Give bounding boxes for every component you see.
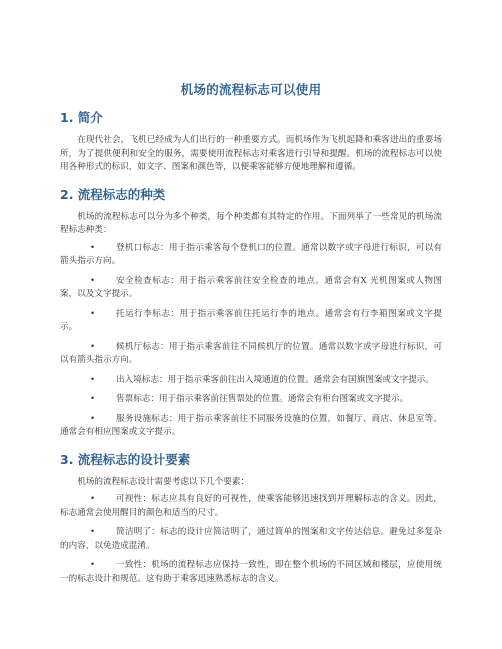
- list-item: [60, 393, 442, 407]
- section-heading: 2. 流程标志的种类: [60, 186, 166, 202]
- list-item-text: 售票标志：用于指示乘客前往售票处的位置。通常会有柜台图案或文字提示。: [116, 394, 409, 404]
- list-item: [60, 341, 442, 368]
- list-item-text: 一致性：机场的流程标志应保持一致性，即在整个机场的不同区域和楼层，应使用统一的标志设计和规范。这有助于乘客迅速熟悉标志的含义。: [60, 560, 442, 584]
- list-item-text: 安全检查标志：用于指示乘客前往安全检查的地点。通常会有X 光机图案或人物图案，以及文字提示。: [60, 275, 442, 299]
- bullet-icon: •: [90, 413, 96, 424]
- bullet-icon: •: [90, 394, 96, 404]
- section-design-elements: [60, 450, 442, 587]
- document-page: [60, 80, 442, 592]
- bullet-icon: •: [90, 275, 96, 286]
- list-item: [60, 308, 442, 335]
- list-item-text: 简洁明了：标志的设计应简洁明了，通过简单的图案和文字传达信息。避免过多复杂的内容，以免造成混淆。: [60, 527, 442, 551]
- paragraph: 在现代社会，飞机已经成为人们出行的一种重要方式。而机场作为飞机起降和乘客进出的重要场所，为了提供便利和安全的服务，需要使用流程标志对乘客进行引导和提醒。机场的流程标志可以使用各种形式的标识，如文字、图案和颜色等，以便乘客能够方便地理解和遵循。: [60, 135, 442, 172]
- bullet-icon: •: [90, 374, 96, 385]
- bullet-icon: •: [90, 560, 96, 570]
- bullet-list: [60, 493, 442, 586]
- list-item-text: 服务设施标志：用于指示乘客前往不同服务设施的位置，如餐厅、商店、休息室等。通常会有相应图案或文字提示。: [60, 413, 442, 437]
- document-title: 机场的流程标志可以使用: [180, 82, 322, 97]
- bullet-icon: •: [90, 341, 96, 352]
- section-intro: [60, 108, 442, 175]
- bullet-icon: •: [90, 494, 96, 504]
- section-sign-types: [60, 185, 442, 440]
- bullet-icon: •: [90, 242, 96, 253]
- bullet-icon: •: [90, 308, 96, 319]
- list-item-text: 候机厅标志：用于指示乘客前往不同候机厅的位置。通常以数字或字母进行标识，可以有箭头指示方向。: [60, 341, 442, 365]
- list-item: [60, 275, 442, 302]
- list-item-text: 可视性：标志应具有良好的可视性，使乘客能够迅速找到并理解标志的含义。因此，标志通常会使用醒目的颜色和适当的尺寸。: [60, 494, 442, 518]
- section-heading: 3. 流程标志的设计要素: [60, 451, 191, 467]
- list-item-text: 登机口标志：用于指示乘客每个登机口的位置。通常以数字或字母进行标识，可以有箭头指示方向。: [60, 242, 442, 266]
- paragraph: 机场的流程标志设计需要考虑以下几个要素：: [77, 476, 250, 487]
- list-item-text: 托运行李标志：用于指示乘客前往托运行李的地点。通常会有行李箱图案或文字提示。: [60, 308, 442, 332]
- list-item: [60, 559, 442, 586]
- list-item: [60, 242, 442, 269]
- list-item: [60, 493, 442, 520]
- bullet-icon: •: [90, 527, 96, 537]
- paragraph: 机场的流程标志可以分为多个种类，每个种类都有其特定的作用。下面列举了一些常见的机场流程标志种类：: [60, 211, 442, 235]
- list-item-text: 出入境标志：用于指示乘客前往出入境通道的位置。通常会有国旗图案或文字提示。: [116, 374, 434, 385]
- bullet-list: [60, 242, 442, 440]
- list-item: [60, 413, 442, 440]
- list-item: [60, 374, 442, 388]
- section-heading: 1. 简介: [60, 110, 103, 125]
- list-item: [60, 526, 442, 553]
